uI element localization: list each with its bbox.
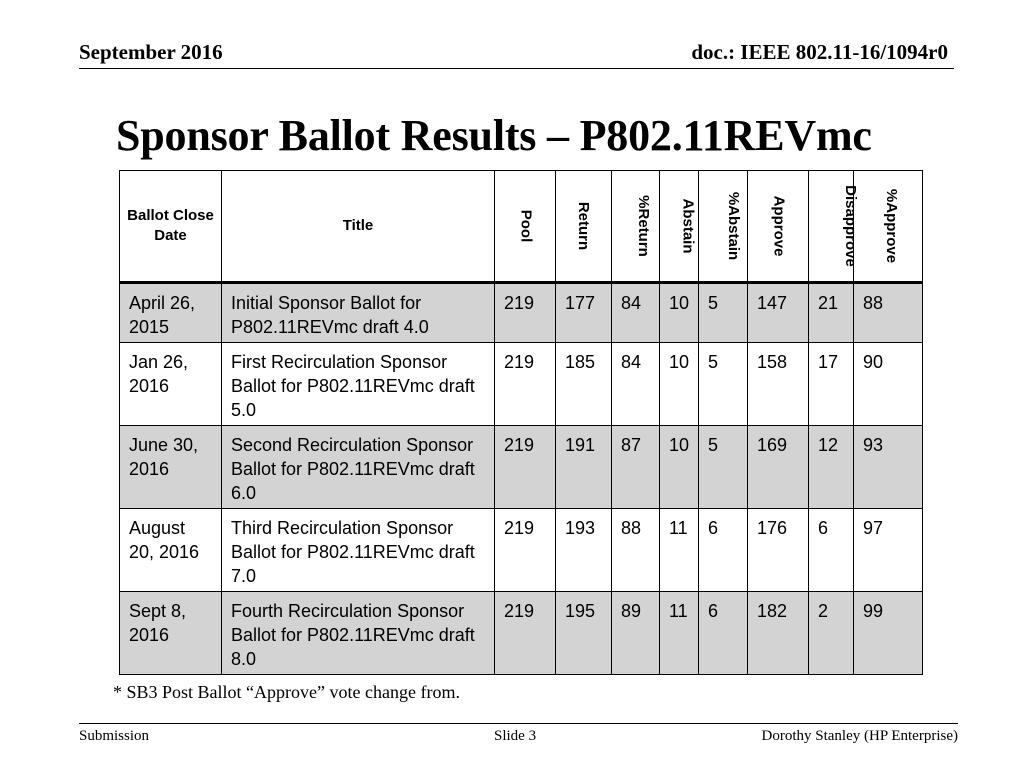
cell-pct-abstain: 6: [699, 509, 748, 592]
cell-close-date: Sept 8, 2016: [120, 592, 222, 675]
col-header-abstain: [660, 171, 699, 283]
cell-abstain: 11: [660, 509, 699, 592]
cell-disapprove: 2: [809, 592, 854, 675]
cell-close-date: August 20, 2016: [120, 509, 222, 592]
ballot-results-table: [119, 170, 923, 675]
cell-title: First Recirculation Sponsor Ballot for P802.11REVmc draft 5.0: [222, 343, 495, 426]
cell-pct-approve: 90: [854, 343, 923, 426]
col-header-approve: [748, 171, 809, 283]
cell-pct-return: 88: [612, 509, 660, 592]
header-doc-id: doc.: IEEE 802.11-16/1094r0: [691, 40, 948, 64]
footnote: * SB3 Post Ballot “Approve” vote change from.: [113, 682, 460, 702]
cell-return: 185: [556, 343, 612, 426]
col-header-pct-approve-label: %Approve: [883, 188, 901, 264]
table-header-row: [120, 171, 923, 283]
cell-pool: 219: [495, 592, 556, 675]
slide-title: Sponsor Ballot Results – P802.11REVmc: [116, 111, 872, 160]
cell-disapprove: 17: [809, 343, 854, 426]
col-header-pct-abstain: [699, 171, 748, 283]
cell-pct-abstain: 6: [699, 592, 748, 675]
cell-approve: 169: [748, 426, 809, 509]
cell-pct-approve: 99: [854, 592, 923, 675]
cell-pct-return: 84: [612, 283, 660, 343]
cell-abstain: 10: [660, 426, 699, 509]
cell-pct-abstain: 5: [699, 343, 748, 426]
footer-slide-number: Slide 3: [494, 728, 537, 744]
footer-divider: [79, 723, 958, 724]
table-row: [120, 426, 923, 509]
cell-disapprove: 21: [809, 283, 854, 343]
col-header-pct-return: [612, 171, 660, 283]
col-header-return: [556, 171, 612, 283]
header-divider: [79, 68, 954, 69]
cell-close-date: April 26, 2015: [120, 283, 222, 343]
col-header-pct-return-label: %Return: [634, 195, 652, 257]
col-header-disapprove: [809, 171, 859, 283]
col-header-disapprove-label: Disapprove: [841, 185, 859, 267]
cell-title: Second Recirculation Sponsor Ballot for P802.11REVmc draft 6.0: [222, 426, 495, 509]
cell-return: 177: [556, 283, 612, 343]
cell-pct-return: 89: [612, 592, 660, 675]
cell-title: Initial Sponsor Ballot for P802.11REVmc draft 4.0: [222, 283, 495, 343]
col-header-pct-approve: [854, 171, 923, 283]
col-header-title: Title: [222, 171, 495, 283]
col-header-pool: [495, 171, 556, 283]
table-row: [120, 283, 923, 343]
table-row: [120, 509, 923, 592]
cell-close-date: June 30, 2016: [120, 426, 222, 509]
cell-pct-abstain: 5: [699, 283, 748, 343]
cell-pct-approve: 88: [854, 283, 923, 343]
col-header-return-label: Return: [575, 201, 593, 251]
cell-abstain: 10: [660, 283, 699, 343]
footer-author: Dorothy Stanley (HP Enterprise): [761, 728, 958, 744]
cell-abstain: 10: [660, 343, 699, 426]
cell-return: 191: [556, 426, 612, 509]
col-header-pct-abstain-label: %Abstain: [725, 191, 743, 261]
cell-pct-abstain: 5: [699, 426, 748, 509]
cell-pool: 219: [495, 283, 556, 343]
cell-approve: 182: [748, 592, 809, 675]
header-date: September 2016: [79, 40, 223, 64]
col-header-pool-label: Pool: [517, 209, 534, 243]
cell-approve: 147: [748, 283, 809, 343]
cell-close-date: Jan 26, 2016: [120, 343, 222, 426]
cell-pct-approve: 97: [854, 509, 923, 592]
cell-approve: 158: [748, 343, 809, 426]
cell-title: Third Recirculation Sponsor Ballot for P802.11REVmc draft 7.0: [222, 509, 495, 592]
cell-pct-return: 87: [612, 426, 660, 509]
col-header-ballot-close-date: Ballot Close Date: [120, 171, 222, 283]
cell-pool: 219: [495, 426, 556, 509]
cell-abstain: 11: [660, 592, 699, 675]
cell-approve: 176: [748, 509, 809, 592]
cell-disapprove: 6: [809, 509, 854, 592]
cell-return: 195: [556, 592, 612, 675]
col-header-approve-label: Approve: [770, 195, 788, 257]
cell-disapprove: 12: [809, 426, 854, 509]
footer-submission: Submission: [79, 728, 150, 744]
col-header-abstain-label: Abstain: [679, 198, 697, 254]
cell-return: 193: [556, 509, 612, 592]
cell-pct-approve: 93: [854, 426, 923, 509]
table-row: [120, 592, 923, 675]
cell-pool: 219: [495, 509, 556, 592]
table-row: [120, 343, 923, 426]
cell-pct-return: 84: [612, 343, 660, 426]
cell-title: Fourth Recirculation Sponsor Ballot for P802.11REVmc draft 8.0: [222, 592, 495, 675]
cell-pool: 219: [495, 343, 556, 426]
